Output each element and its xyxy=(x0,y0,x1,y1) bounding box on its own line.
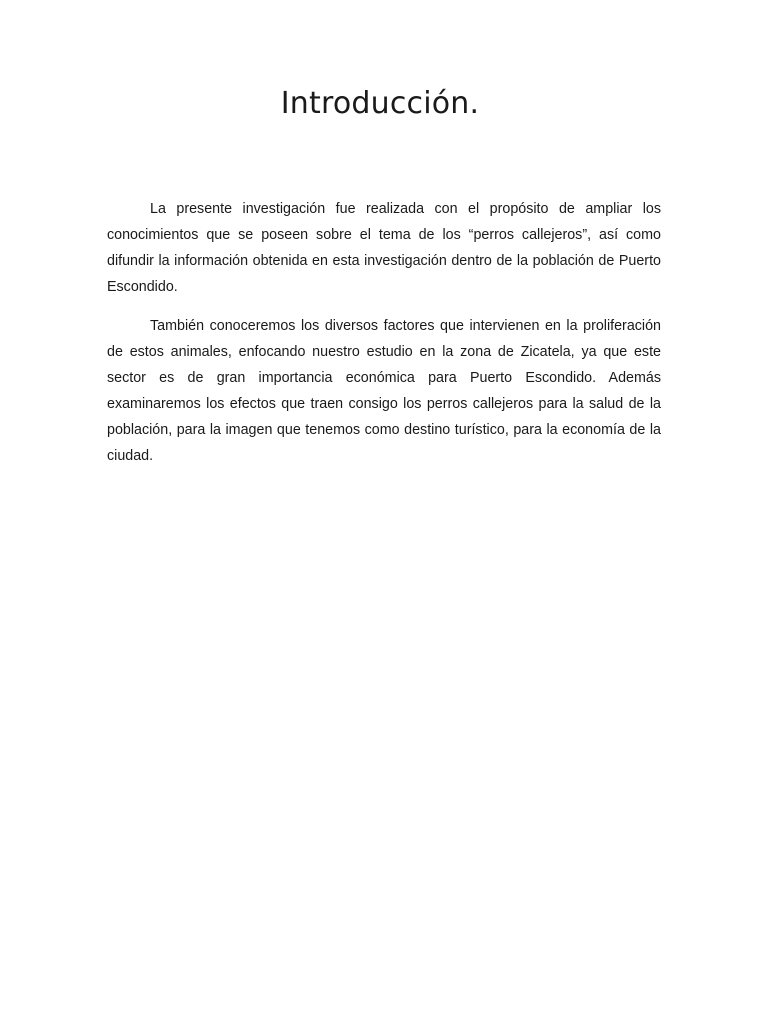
page-title: Introducción. xyxy=(280,86,480,121)
paragraph-2: También conoceremos los diversos factores que intervienen en la proliferación de estos animales, enfocando nuestro estudio en la zona de Zicatela, ya que este sector es de gran importancia económica para Puerto Escondido. Además examinaremos los efectos que traen consigo los perros callejeros para la salud de la población, para la imagen que tenemos como destino turístico, para la economía de la ciudad. xyxy=(107,318,661,464)
paragraph-1: La presente investigación fue realizada con el propósito de ampliar los conocimientos que se poseen sobre el tema de los “perros callejeros”, así como difundir la información obtenida en esta investigación dentro de la población de Puerto Escondido. xyxy=(107,201,661,295)
document-body xyxy=(107,196,661,482)
